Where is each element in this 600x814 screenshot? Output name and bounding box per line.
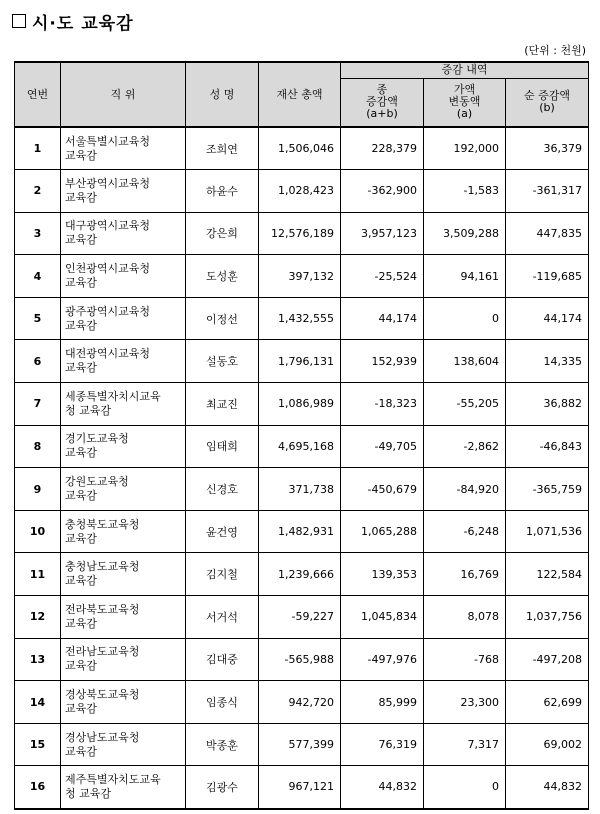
asset-table (14, 61, 589, 810)
row-total-change: -18,323 (341, 383, 424, 426)
row-position: 충청북도교육청 교육감 (61, 510, 186, 553)
row-net-change: -46,843 (506, 425, 589, 468)
table-row (15, 212, 589, 255)
row-total-change: 1,045,834 (341, 596, 424, 639)
row-net-change: 14,335 (506, 340, 589, 383)
row-total-change: 1,065,288 (341, 510, 424, 553)
row-value-change: -768 (424, 638, 506, 681)
row-position: 전라남도교육청 교육감 (61, 638, 186, 681)
row-no: 16 (15, 766, 61, 809)
row-name: 이정선 (186, 297, 259, 340)
row-no: 2 (15, 170, 61, 213)
row-total-change: 76,319 (341, 723, 424, 766)
row-position: 제주특별자치도교육 청 교육감 (61, 766, 186, 809)
table-row (15, 638, 589, 681)
row-name: 최교진 (186, 383, 259, 426)
row-total-assets: 371,738 (259, 468, 341, 511)
row-total-assets: 1,432,555 (259, 297, 341, 340)
header-no: 연번 (15, 62, 61, 127)
table-row (15, 553, 589, 596)
row-name: 임종식 (186, 681, 259, 724)
table-row (15, 766, 589, 809)
row-name: 임태희 (186, 425, 259, 468)
row-position: 대구광역시교육청 교육감 (61, 212, 186, 255)
row-net-change: 69,002 (506, 723, 589, 766)
row-name: 조희연 (186, 127, 259, 170)
row-position: 전라북도교육청 교육감 (61, 596, 186, 639)
row-net-change: 1,071,536 (506, 510, 589, 553)
row-total-change: 44,174 (341, 297, 424, 340)
row-total-assets: 1,796,131 (259, 340, 341, 383)
row-total-assets: 1,028,423 (259, 170, 341, 213)
row-position: 서울특별시교육청 교육감 (61, 127, 186, 170)
row-position: 경기도교육청 교육감 (61, 425, 186, 468)
square-bullet-icon (12, 14, 26, 28)
row-position: 대전광역시교육청 교육감 (61, 340, 186, 383)
row-position: 부산광역시교육청 교육감 (61, 170, 186, 213)
row-net-change: 1,037,756 (506, 596, 589, 639)
row-value-change: 192,000 (424, 127, 506, 170)
row-value-change: 138,604 (424, 340, 506, 383)
row-total-assets: 1,086,989 (259, 383, 341, 426)
header-change-group: 증감 내역 (341, 62, 589, 78)
row-name: 도성훈 (186, 255, 259, 298)
table-row (15, 723, 589, 766)
row-no: 12 (15, 596, 61, 639)
table-row (15, 383, 589, 426)
row-net-change: -119,685 (506, 255, 589, 298)
row-total-change: -450,679 (341, 468, 424, 511)
row-net-change: 44,832 (506, 766, 589, 809)
row-name: 하윤수 (186, 170, 259, 213)
row-net-change: -361,317 (506, 170, 589, 213)
row-no: 11 (15, 553, 61, 596)
table-row (15, 425, 589, 468)
row-no: 6 (15, 340, 61, 383)
header-name: 성 명 (186, 62, 259, 127)
row-position: 강원도교육청 교육감 (61, 468, 186, 511)
row-total-assets: 1,482,931 (259, 510, 341, 553)
row-net-change: 36,882 (506, 383, 589, 426)
row-value-change: 8,078 (424, 596, 506, 639)
row-no: 1 (15, 127, 61, 170)
row-value-change: 94,161 (424, 255, 506, 298)
row-position: 광주광역시교육청 교육감 (61, 297, 186, 340)
row-total-change: 228,379 (341, 127, 424, 170)
row-value-change: 7,317 (424, 723, 506, 766)
row-total-assets: 4,695,168 (259, 425, 341, 468)
row-value-change: -55,205 (424, 383, 506, 426)
row-no: 13 (15, 638, 61, 681)
unit-note: (단위 : 천원) (524, 44, 586, 57)
row-position: 세종특별자치시교육 청 교육감 (61, 383, 186, 426)
table-row (15, 596, 589, 639)
section-title (12, 8, 134, 34)
row-total-change: -362,900 (341, 170, 424, 213)
row-no: 10 (15, 510, 61, 553)
row-total-change: 85,999 (341, 681, 424, 724)
row-value-change: 0 (424, 297, 506, 340)
row-name: 윤건영 (186, 510, 259, 553)
row-no: 9 (15, 468, 61, 511)
row-name: 박종훈 (186, 723, 259, 766)
row-net-change: 44,174 (506, 297, 589, 340)
row-no: 14 (15, 681, 61, 724)
header-position: 직 위 (61, 62, 186, 127)
row-total-assets: -565,988 (259, 638, 341, 681)
table-row (15, 127, 589, 170)
row-no: 15 (15, 723, 61, 766)
row-net-change: 36,379 (506, 127, 589, 170)
row-value-change: 23,300 (424, 681, 506, 724)
row-no: 5 (15, 297, 61, 340)
row-net-change: -497,208 (506, 638, 589, 681)
table-row (15, 255, 589, 298)
row-name: 강은희 (186, 212, 259, 255)
header-value-change: 가액 변동액 (a) (424, 78, 506, 127)
row-no: 7 (15, 383, 61, 426)
row-name: 설동호 (186, 340, 259, 383)
row-net-change: 447,835 (506, 212, 589, 255)
row-total-assets: -59,227 (259, 596, 341, 639)
row-position: 경상북도교육청 교육감 (61, 681, 186, 724)
row-total-change: -49,705 (341, 425, 424, 468)
row-total-assets: 1,506,046 (259, 127, 341, 170)
row-name: 서거석 (186, 596, 259, 639)
row-position: 충청남도교육청 교육감 (61, 553, 186, 596)
row-value-change: -1,583 (424, 170, 506, 213)
row-value-change: -84,920 (424, 468, 506, 511)
row-total-assets: 1,239,666 (259, 553, 341, 596)
row-no: 4 (15, 255, 61, 298)
row-no: 3 (15, 212, 61, 255)
row-name: 김지철 (186, 553, 259, 596)
table-row (15, 681, 589, 724)
row-total-change: 44,832 (341, 766, 424, 809)
row-total-change: 139,353 (341, 553, 424, 596)
row-total-assets: 12,576,189 (259, 212, 341, 255)
row-name: 신경호 (186, 468, 259, 511)
header-total-assets: 재산 총액 (259, 62, 341, 127)
row-total-change: -25,524 (341, 255, 424, 298)
table-row (15, 297, 589, 340)
row-value-change: -6,248 (424, 510, 506, 553)
row-net-change: 62,699 (506, 681, 589, 724)
row-value-change: 0 (424, 766, 506, 809)
row-value-change: 3,509,288 (424, 212, 506, 255)
table-row (15, 170, 589, 213)
row-total-assets: 967,121 (259, 766, 341, 809)
row-total-assets: 397,132 (259, 255, 341, 298)
row-total-assets: 942,720 (259, 681, 341, 724)
page-title: 시·도 교육감 (32, 13, 134, 34)
header-total-change: 종 증감액 (a+b) (341, 78, 424, 127)
row-total-change: 3,957,123 (341, 212, 424, 255)
row-total-change: -497,976 (341, 638, 424, 681)
row-no: 8 (15, 425, 61, 468)
table-row (15, 340, 589, 383)
row-position: 경상남도교육청 교육감 (61, 723, 186, 766)
row-total-assets: 577,399 (259, 723, 341, 766)
row-name: 김광수 (186, 766, 259, 809)
row-position: 인천광역시교육청 교육감 (61, 255, 186, 298)
table-row (15, 468, 589, 511)
row-net-change: 122,584 (506, 553, 589, 596)
row-value-change: 16,769 (424, 553, 506, 596)
row-name: 김대중 (186, 638, 259, 681)
row-total-change: 152,939 (341, 340, 424, 383)
header-net-change: 순 증감액 (b) (506, 78, 589, 127)
row-net-change: -365,759 (506, 468, 589, 511)
row-value-change: -2,862 (424, 425, 506, 468)
table-row (15, 510, 589, 553)
